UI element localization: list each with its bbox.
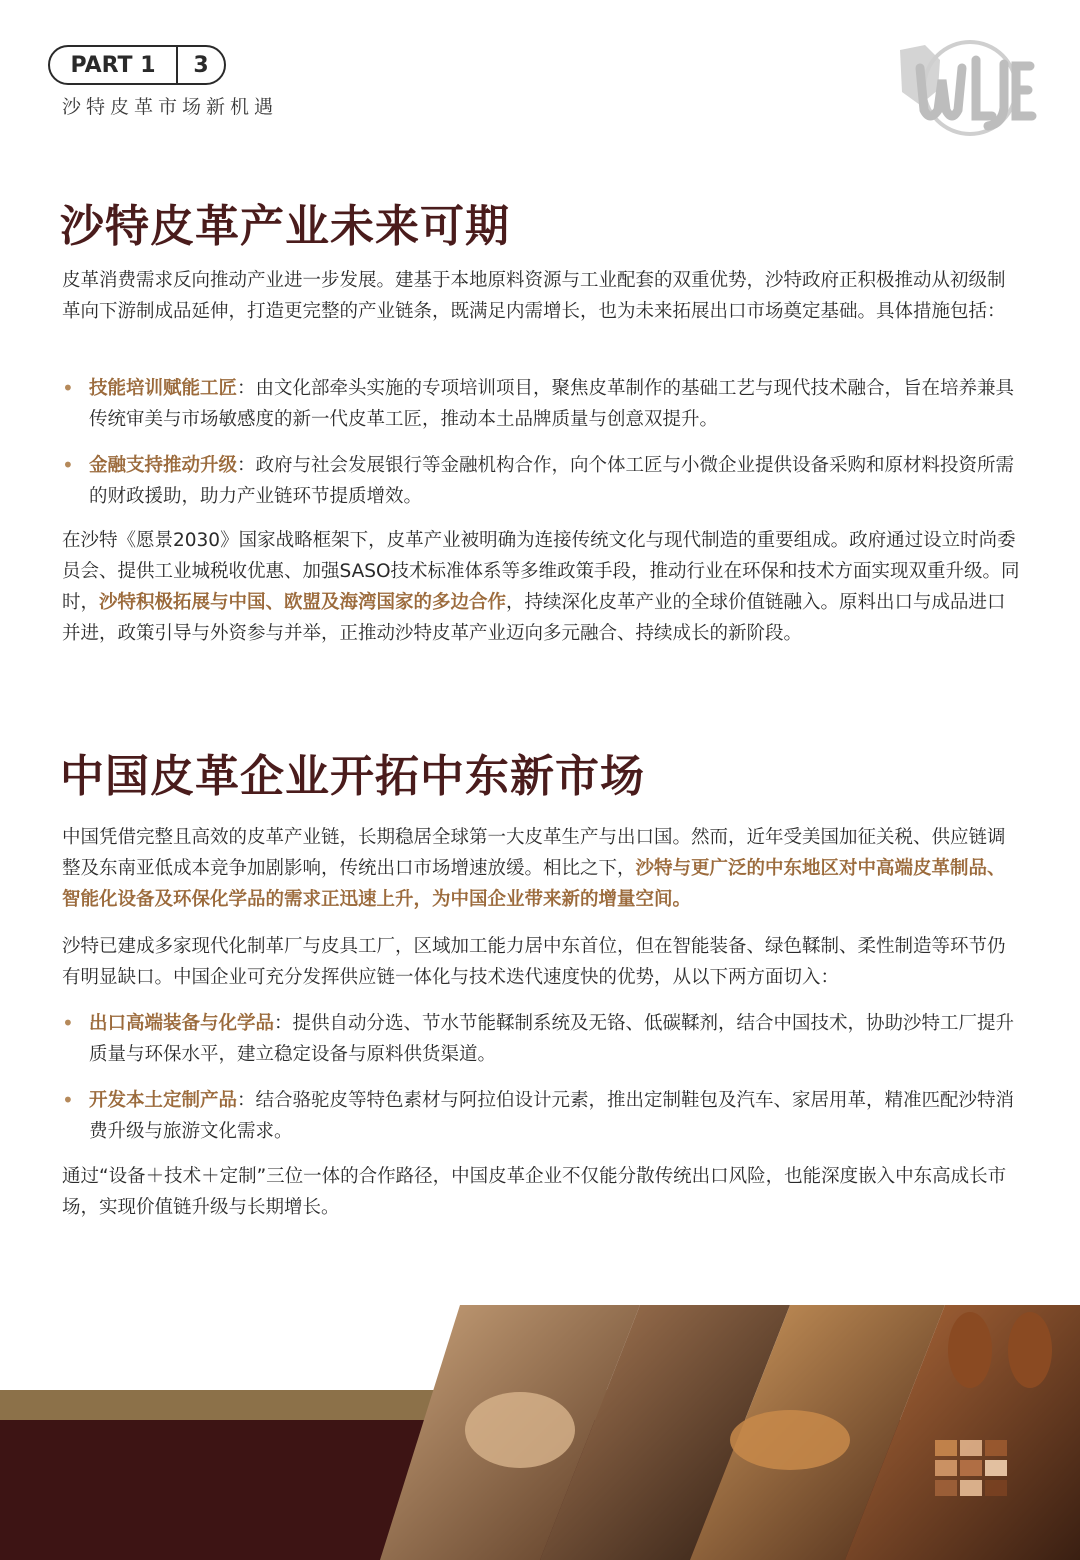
paragraph-text: 中国凭借完整且高效的皮革产业链，长期稳居全球第一大皮革生产与出口国。然而，近年受美国加征关税、供应链调整及东南亚低成本竞争加剧影响，传统出口市场增速放缓。相比之下， [62, 827, 1006, 879]
section2-title: 中国皮革企业开拓中东新市场 [60, 751, 645, 802]
list-item [62, 1008, 1020, 1070]
list-item [62, 450, 1020, 512]
section2-paragraph [62, 822, 1020, 915]
wlje-logo-icon [880, 30, 1045, 140]
bullet-dot: • [62, 376, 74, 400]
boot-shape [1008, 1312, 1052, 1388]
paragraph-text: 在沙特《愿景2030》国家战略框架下，皮革产业被明确为连接传统文化与现代制造的重要组成。政府通过设立时尚委员会、提供工业城税收优惠、加强SASO技术标准体系等多维政策手段，推动行业在环保和技术方面实现双重升级。同时， [62, 530, 1020, 613]
shoe-shape [730, 1410, 850, 1470]
leather-roll-shape [465, 1392, 575, 1468]
section2-paragraph: 沙特已建成多家现代化制革厂与皮具工厂，区域加工能力居中东首位，但在智能装备、绿色鞣制、柔性制造等环节仍有明显缺口。中国企业可充分发挥供应链一体化与技术迭代速度快的优势，从以下两方面切入： [62, 936, 1006, 988]
bullet-text: ：结合骆驼皮等特色素材与阿拉伯设计元素，推出定制鞋包及汽车、家居用革，精准匹配沙特消费升级与旅游文化需求。 [89, 1090, 1015, 1142]
paragraph-text: ，持续深化皮革产业的全球价值链融入。原料出口与成品进口并进，政策引导与外资参与并举，正推动沙特皮革产业迈向多元融合、持续成长的新阶段。 [62, 592, 1006, 644]
bullet-dot: • [62, 1088, 74, 1112]
list-item [62, 1085, 1020, 1147]
part-badge [48, 45, 226, 85]
highlight-text: 沙特积极拓展与中国、欧盟及海湾国家的多边合作 [99, 592, 507, 613]
bullet-text: ：由文化部牵头实施的专项培训项目，聚焦皮革制作的基础工艺与现代技术融合，旨在培养兼具传统审美与市场敏感度的新一代皮革工匠，推动本土品牌质量与创意双提升。 [89, 378, 1015, 430]
list-item [62, 373, 1020, 435]
section2-conclusion: 通过“设备＋技术＋定制”三位一体的合作路径，中国皮革企业不仅能分散传统出口风险，也能深度嵌入中东高成长市场，实现价值链升级与长期增长。 [62, 1166, 1007, 1218]
section1-intro: 皮革消费需求反向推动产业进一步发展。建基于本地原料资源与工业配套的双重优势，沙特政府正积极推动从初级制革向下游制成品延伸，打造更完整的产业链条，既满足内需增长，也为未来拓展出口市场奠定基础。具体措施包括： [62, 270, 1006, 322]
bullet-text: ：提供自动分选、节水节能鞣制系统及无铬、低碳鞣剂，结合中国技术，协助沙特工厂提升质量与环保水平，建立稳定设备与原料供货渠道。 [89, 1013, 1015, 1065]
boot-shape [948, 1312, 992, 1388]
bullet-term: 金融支持推动升级 [89, 455, 238, 476]
leather-craft-banner [0, 1290, 1080, 1560]
part-label: PART 1 [70, 52, 156, 78]
bullet-dot: • [62, 453, 74, 477]
section1-paragraph [62, 525, 1020, 649]
bullet-term: 技能培训赋能工匠 [89, 378, 238, 399]
page-number: 3 [193, 52, 209, 78]
section-subtitle: 沙特皮革市场新机遇 [62, 96, 279, 118]
color-swatches [935, 1440, 1007, 1496]
bullet-text: ：政府与社会发展银行等金融机构合作，向个体工匠与小微企业提供设备采购和原材料投资所需的财政援助，助力产业链环节提质增效。 [89, 455, 1015, 507]
highlight-text: 沙特与更广泛的中东地区对中高端皮革制品、智能化设备及环保化学品的需求正迅速上升，为中国企业带来新的增量空间。 [62, 858, 1006, 910]
section1-title: 沙特皮革产业未来可期 [60, 201, 510, 252]
bullet-term: 开发本土定制产品 [89, 1090, 238, 1111]
bullet-dot: • [62, 1011, 74, 1035]
bullet-term: 出口高端装备与化学品 [89, 1013, 275, 1034]
